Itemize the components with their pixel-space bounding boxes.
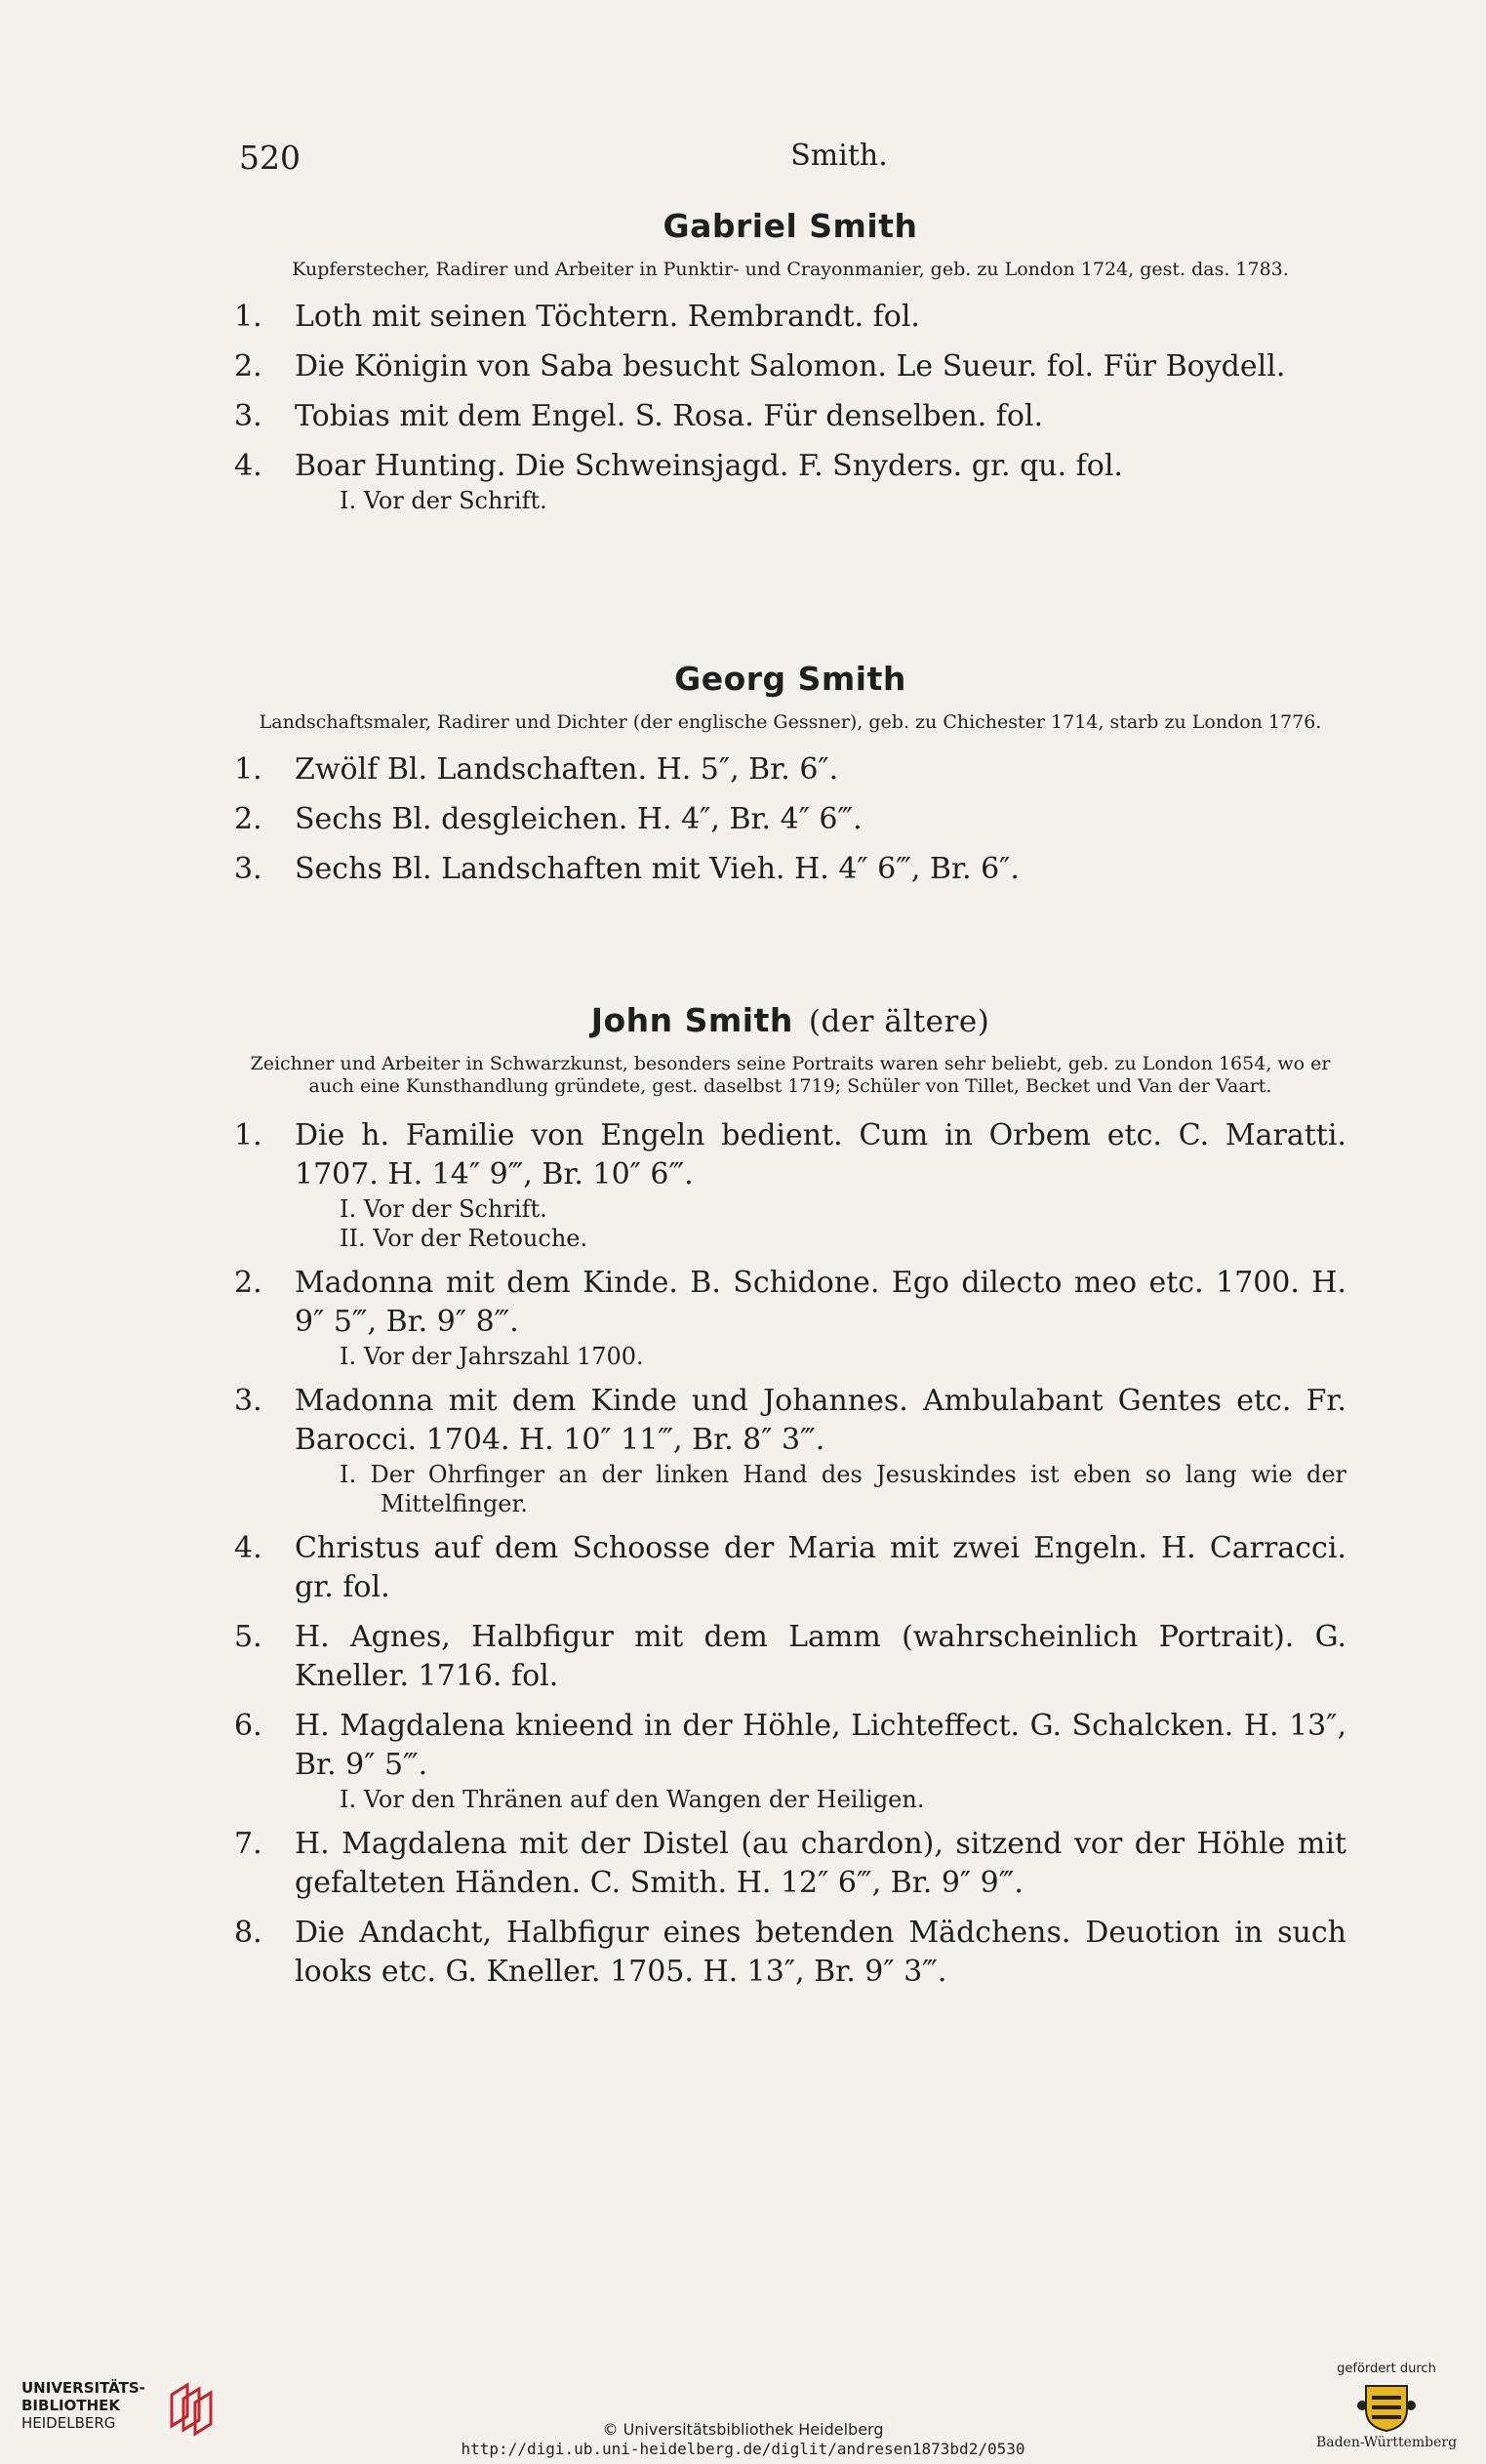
entry-number: 2.	[234, 1266, 262, 1300]
entry-number: 3.	[234, 1384, 262, 1418]
catalogue-entry	[234, 1707, 1346, 1785]
entry-text: Boar Hunting. Die Schweinsjagd. F. Snyders. gr. qu. fol.	[295, 449, 1123, 483]
page-header	[239, 139, 1342, 178]
entry-number: 6.	[234, 1709, 262, 1743]
state-note: II. Vor der Retouche.	[340, 1225, 588, 1252]
catalogue-entry	[234, 347, 1346, 386]
catalogue-entry	[234, 1618, 1346, 1696]
copyright-text: © Universitätsbibliothek Heidelberg	[602, 2420, 884, 2439]
entry-text: Die h. Familie von Engeln bedient. Cum in Orbem etc. C. Maratti. 1707. H. 14″ 9‴, Br. 10″ 6‴.	[295, 1118, 1346, 1192]
state-crest-icon	[1356, 2380, 1417, 2433]
sponsor-name: Baden-Württemberg	[1315, 2435, 1458, 2450]
section-title-name: John Smith	[590, 1001, 793, 1039]
section-title-suffix: (der ältere)	[808, 1004, 990, 1039]
catalogue-entry	[234, 1914, 1346, 1992]
entry-number: 3.	[234, 399, 262, 433]
entry-number: 7.	[234, 1827, 262, 1861]
catalogue-entry	[234, 750, 1346, 789]
entry-number: 5.	[234, 1620, 262, 1654]
entry-text: Die Königin von Saba besucht Salomon. Le Sueur. fol. Für Boydell.	[295, 349, 1286, 384]
entry-text: Loth mit seinen Töchtern. Rembrandt. fol.	[295, 300, 920, 334]
entry-text: Madonna mit dem Kinde. B. Schidone. Ego dilecto meo etc. 1700. H. 9″ 5‴, Br. 9″ 8‴.	[295, 1266, 1346, 1339]
entry-number: 3.	[234, 852, 262, 886]
catalogue-entry	[234, 1382, 1346, 1460]
section-title	[234, 1001, 1346, 1039]
catalogue-entry	[234, 850, 1346, 889]
library-name-line1: UNIVERSITÄTS-	[21, 2379, 145, 2397]
digitization-footer	[0, 2323, 1486, 2464]
entry-number: 1.	[234, 1118, 262, 1152]
catalogue-entry	[234, 1825, 1346, 1903]
state-note: I. Vor den Thränen auf den Wangen der Heiligen.	[340, 1786, 925, 1813]
entry-text: H. Magdalena mit der Distel (au chardon), sitzend vor der Höhle mit gefalteten Händen. C. Smith. H. 12″ 6‴, Br. 9″ 9‴.	[295, 1827, 1346, 1900]
entry-number: 2.	[234, 802, 262, 836]
running-head: Smith.	[790, 139, 888, 173]
entry-text: Sechs Bl. Landschaften mit Vieh. H. 4″ 6‴, Br. 6″.	[295, 852, 1020, 886]
catalogue-entry	[234, 397, 1346, 436]
entry-text: H. Magdalena knieend in der Höhle, Lichteffect. G. Schalcken. H. 13″, Br. 9″ 5‴.	[295, 1709, 1346, 1782]
entry-number: 1.	[234, 752, 262, 787]
entry-number: 8.	[234, 1916, 262, 1950]
entry-text: Zwölf Bl. Landschaften. H. 5″, Br. 6″.	[295, 752, 839, 787]
entry-text: H. Agnes, Halbfigur mit dem Lamm (wahrscheinlich Portrait). G. Kneller. 1716. fol.	[295, 1620, 1346, 1693]
state-note: I. Vor der Schrift.	[340, 1195, 547, 1223]
section-title: Gabriel Smith	[663, 207, 918, 245]
sponsor-label: gefördert durch	[1337, 2362, 1436, 2376]
entry-text: Christus auf dem Schoosse der Maria mit zwei Engeln. H. Carracci. gr. fol.	[295, 1531, 1346, 1604]
entry-text: Madonna mit dem Kinde und Johannes. Ambulabant Gentes etc. Fr. Barocci. 1704. H. 10″ 11‴, Br. 8″ 3‴.	[295, 1384, 1346, 1457]
catalogue-entry	[234, 447, 1346, 486]
state-note: I. Der Ohrfinger an der linken Hand des Jesuskindes ist eben so lang wie der Mittelfinger.	[340, 1461, 1346, 1517]
section-description: Landschaftsmaler, Radirer und Dichter (der englische Gessner), geb. zu Chichester 1714, starb zu London 1776.	[259, 711, 1322, 733]
entry-text: Die Andacht, Halbfigur eines betenden Mädchens. Deuotion in such looks etc. G. Kneller. 1705. H. 13″, Br. 9″ 3‴.	[295, 1916, 1346, 1989]
section-description: Kupferstecher, Radirer und Arbeiter in Punktir- und Crayonmanier, geb. zu London 1724, gest. das. 1783.	[292, 259, 1289, 280]
permalink-url[interactable]: http://digi.ub.uni-heidelberg.de/diglit/andresen1873bd2/0530	[461, 2440, 1025, 2458]
entry-text: Tobias mit dem Engel. S. Rosa. Für denselben. fol.	[295, 399, 1044, 433]
section-john-smith	[234, 1001, 1346, 1992]
section-gabriel-smith	[234, 207, 1346, 515]
sponsor-block	[1308, 2362, 1465, 2450]
section-title: Georg Smith	[674, 660, 906, 698]
library-name-line3: HEIDELBERG	[21, 2414, 116, 2432]
entry-number: 1.	[234, 300, 262, 334]
library-name-line2: BIBLIOTHEK	[21, 2397, 120, 2414]
catalogue-entry	[234, 1116, 1346, 1194]
section-georg-smith	[234, 660, 1346, 889]
catalogue-entry	[234, 800, 1346, 839]
page-number: 520	[239, 139, 301, 177]
catalogue-entry	[234, 298, 1346, 337]
catalogue-entry	[234, 1264, 1346, 1342]
state-note: I. Vor der Schrift.	[340, 487, 547, 514]
section-description: Zeichner und Arbeiter in Schwarzkunst, besonders seine Portraits waren sehr beliebt, geb. zu London 1654, wo er auch eine Kunsthandlung gründete, gest. daselbst 1719; Schüler von Tillet, Becket und Van der Vaart.	[250, 1053, 1331, 1097]
entry-number: 4.	[234, 1531, 262, 1565]
catalogue-entry	[234, 1529, 1346, 1607]
entry-number: 4.	[234, 449, 262, 483]
entry-text: Sechs Bl. desgleichen. H. 4″, Br. 4″ 6‴.	[295, 802, 863, 836]
copyright-block	[0, 2420, 1486, 2459]
entry-number: 2.	[234, 349, 262, 384]
state-note: I. Vor der Jahrszahl 1700.	[340, 1343, 644, 1370]
